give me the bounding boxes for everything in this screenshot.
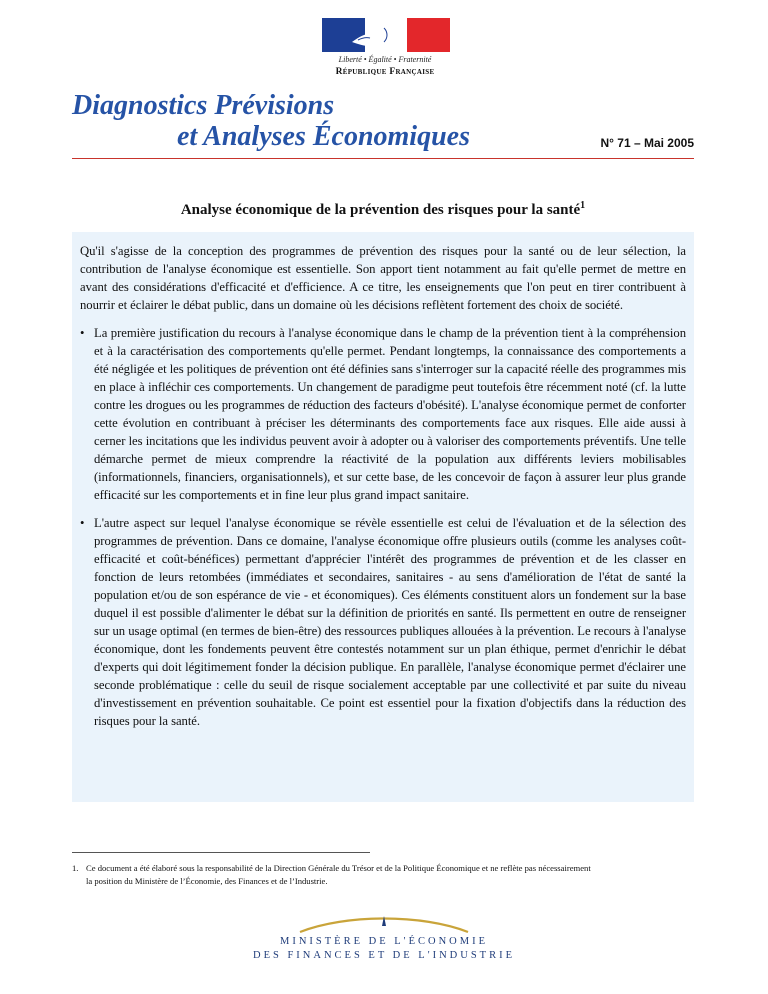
publication-title-line2: et Analyses Économiques: [177, 121, 470, 152]
ministry-arc-icon: [296, 912, 472, 934]
ministry-name-line2: DES FINANCES ET DE L'INDUSTRIE: [252, 950, 516, 961]
ministry-name-line1: MINISTÈRE DE L'ÉCONOMIE: [280, 936, 488, 947]
masthead-divider: [72, 158, 694, 159]
document-title: [72, 200, 694, 219]
document-title-text: Analyse économique de la prévention des risques pour la santé: [180, 202, 581, 218]
footnote-line2: la position du Ministère de l’Économie, des Finances et de l’Industrie.: [86, 876, 328, 886]
bullet-text: L'autre aspect sur lequel l'analyse économique se révèle essentielle est celui de l'évaluation et de la sélection des programmes de prévention. Dans ce domaine, l'analyse économique offre plusieurs outils (comme les analyses coût-efficacité et coût-bénéfices) permettant d'apprécier l'intérêt des programmes de prévention et de les classer en fonction de leurs retombées (immédiates et secondaires, sanitaires - au sens d'amélioration de l'état de santé la population et/ou de son espérance de vie - et économiques). Ces éléments constituent alors un fondement sur la base duquel il est possible d'alimenter le débat sur la définition de priorités en santé. Ils permettent en outre de renseigner sur un usage optimal (en termes de bien-être) des ressources publiques allouées à la prévention. Le recours à l'analyse économique, dont les fondements peuvent être contestés notamment sur un plan éthique, permet d'enrichir le débat d'experts qui doit légitimement fonder la décision publique. En parallèle, l'analyse économique permet d'éclairer une seconde problématique : celle du seuil de risque socialement acceptable par une collectivité et par suite du niveau d'investissement en prévention souhaitable. Ce point est essentiel pour la fixation d'objectifs dans la réduction des risques pour la santé.: [94, 516, 686, 728]
list-item: [80, 324, 686, 504]
marianne-flag-icon: [322, 18, 450, 52]
bullet-icon: •: [80, 326, 85, 340]
footnote-ref: 1: [580, 200, 586, 211]
intro-paragraph: Qu'il s'agisse de la conception des programmes de prévention des risques pour la santé ou de leur sélection, la contribution de l'analyse économique est essentielle. Son apport tient notamment au fait qu'elle permet de mettre en avant des considérations d'efficacité et d'efficience. A ce titre, les enseignements que l'on peut en tirer contribuent à nourrir et éclairer le débat public, dans un domaine où les décisions reflètent fortement des choix de société.: [80, 244, 686, 312]
footnote-divider: [72, 852, 370, 853]
republic-motto: Liberté • Égalité • Fraternité: [338, 55, 432, 64]
list-item: [80, 514, 686, 730]
publication-title-line1: Diagnostics Prévisions: [72, 90, 335, 121]
bullet-text: La première justification du recours à l'analyse économique dans le champ de la prévention tient à la compréhension et à la caractérisation des comportements qu'elle permet. Pendant longtemps, la connaissance des comportements a été négligée et les politiques de prévention ont été définies sans s'interroger sur la capacité réelle des programmes mis en place à infléchir ces comportements. Un changement de paradigme peut toutefois être récemment noté (cf. la lutte contre les drogues ou les programmes de réduction des facteurs d'obésité). L'analyse économique permet de conforter cette évolution en contribuant à préciser les déterminants des comportements face aux risques. Elle aide aussi à cerner les incitations que les individus peuvent avoir à adopter ou à valoriser des comportements préventifs. Une telle démarche permet de mieux comprendre la réactivité de la population aux différents leviers mobilisables (informationnels, financiers, organisationnels), et sur cette base, de les concevoir de façon à assurer leur plus grande efficacité sur les comportements et in fine leur plus grand impact sanitaire.: [94, 326, 686, 502]
issue-number: N° 71 – Mai 2005: [600, 136, 694, 150]
footnote-line1: Ce document a été élaboré sous la responsabilité de la Direction Générale du Trésor et de la Politique Économique et ne reflète pas nécessairement: [86, 863, 591, 873]
republic-name: République Française: [335, 67, 435, 77]
footnote-number: 1.: [72, 863, 79, 873]
bullet-icon: •: [80, 516, 85, 530]
footnote: [72, 862, 712, 888]
summary-box: [72, 232, 694, 802]
